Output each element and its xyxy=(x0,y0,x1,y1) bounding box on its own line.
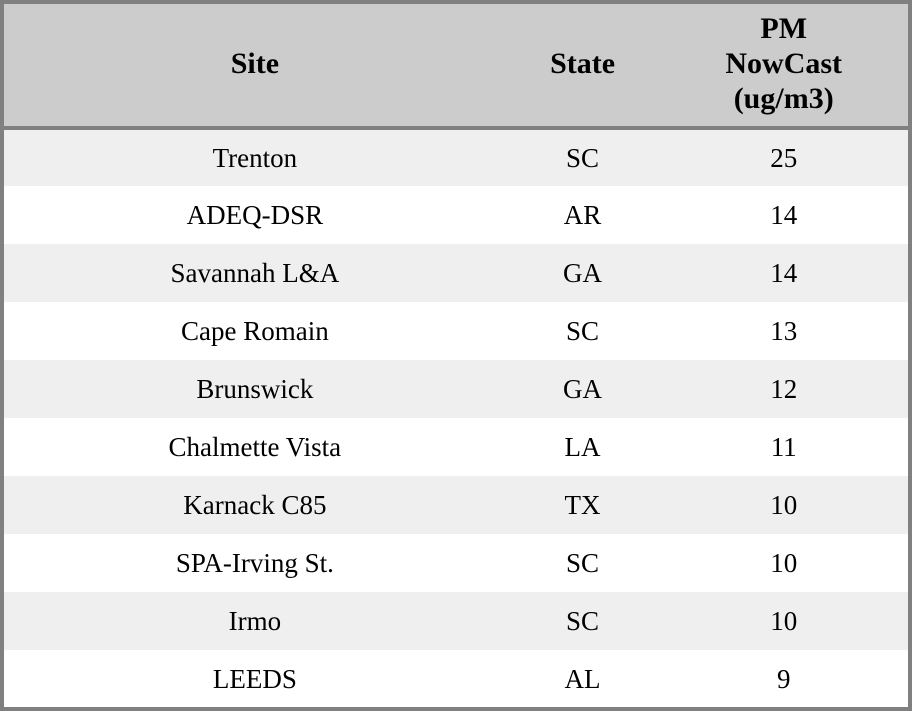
cell-pm: 14 xyxy=(659,244,908,302)
table-row xyxy=(4,592,908,650)
cell-state: GA xyxy=(506,244,660,302)
table-row xyxy=(4,244,908,302)
cell-site: SPA-Irving St. xyxy=(4,534,506,592)
cell-site: Cape Romain xyxy=(4,302,506,360)
cell-pm: 10 xyxy=(659,476,908,534)
table-header xyxy=(4,4,908,128)
column-header-site: Site xyxy=(4,4,506,128)
cell-pm: 9 xyxy=(659,650,908,708)
cell-pm: 11 xyxy=(659,418,908,476)
table-header-row xyxy=(4,4,908,128)
column-header-pm-line3: (ug/m3) xyxy=(733,81,834,115)
cell-pm: 14 xyxy=(659,186,908,244)
cell-state: SC xyxy=(506,302,660,360)
table-body xyxy=(4,128,908,708)
table-row xyxy=(4,302,908,360)
cell-state: SC xyxy=(506,128,660,186)
cell-state: SC xyxy=(506,592,660,650)
cell-state: AR xyxy=(506,186,660,244)
cell-pm: 25 xyxy=(659,128,908,186)
cell-pm: 10 xyxy=(659,592,908,650)
table-row xyxy=(4,186,908,244)
cell-pm: 13 xyxy=(659,302,908,360)
cell-site: Brunswick xyxy=(4,360,506,418)
cell-site: Chalmette Vista xyxy=(4,418,506,476)
cell-site: LEEDS xyxy=(4,650,506,708)
cell-pm: 12 xyxy=(659,360,908,418)
cell-site: Savannah L&A xyxy=(4,244,506,302)
cell-state: TX xyxy=(506,476,660,534)
cell-state: GA xyxy=(506,360,660,418)
cell-pm: 10 xyxy=(659,534,908,592)
cell-site: Trenton xyxy=(4,128,506,186)
column-header-state: State xyxy=(506,4,660,128)
cell-state: SC xyxy=(506,534,660,592)
cell-site: Irmo xyxy=(4,592,506,650)
column-header-pm-line2: NowCast xyxy=(725,46,843,80)
pm-nowcast-table xyxy=(4,4,908,708)
table-row xyxy=(4,476,908,534)
table-row xyxy=(4,360,908,418)
cell-site: Karnack C85 xyxy=(4,476,506,534)
column-header-pm-nowcast xyxy=(659,4,908,128)
table-row xyxy=(4,650,908,708)
cell-state: LA xyxy=(506,418,660,476)
cell-site: ADEQ-DSR xyxy=(4,186,506,244)
table-row xyxy=(4,128,908,186)
cell-state: AL xyxy=(506,650,660,708)
column-header-pm-line1: PM xyxy=(760,12,808,45)
table-row xyxy=(4,418,908,476)
table-row xyxy=(4,534,908,592)
